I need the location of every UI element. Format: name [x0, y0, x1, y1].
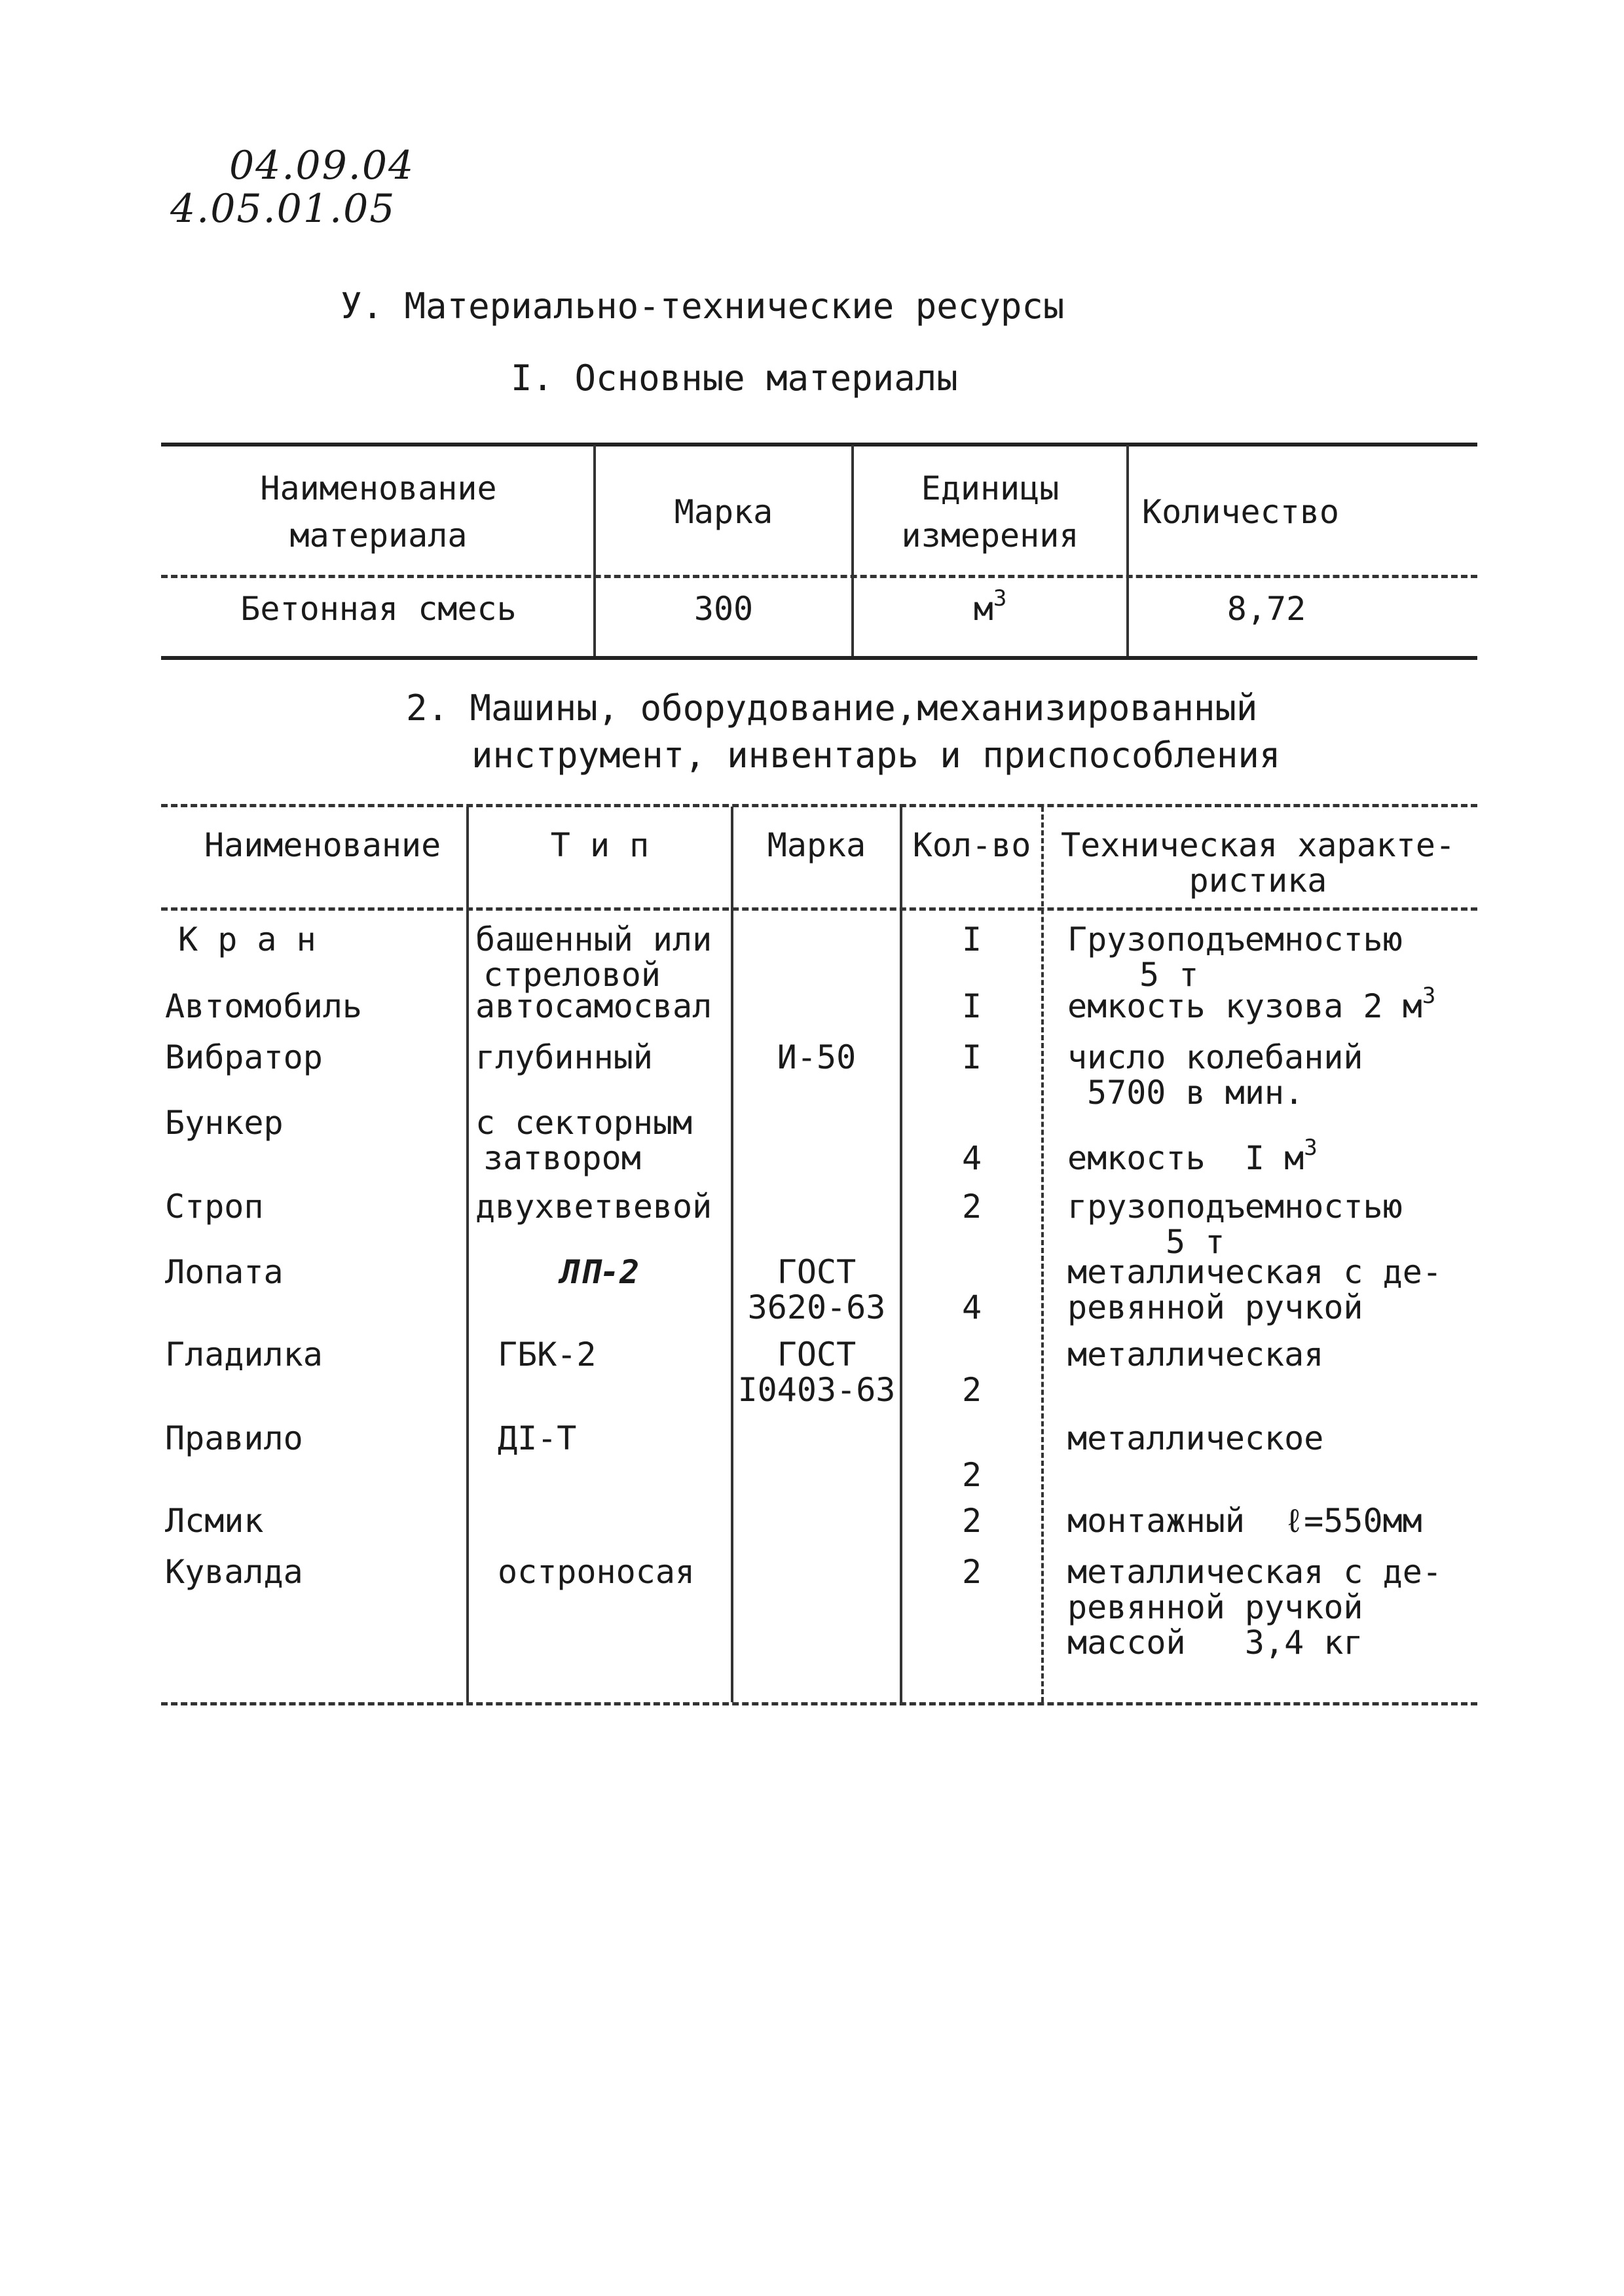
table-header-brand [596, 488, 851, 536]
cell-brand [733, 1254, 900, 1325]
cell-qty: 2 [961, 1502, 982, 1540]
cell-qty: I [961, 987, 982, 1025]
cell-qty: I [961, 920, 982, 958]
cell-spec [1067, 983, 1436, 1025]
cell-material-brand: 300 [693, 590, 754, 628]
cell-line: 3620-63 [747, 1288, 886, 1326]
cell-line: металлическая с де- [1067, 1553, 1442, 1591]
table-header-qty: Кол-во [912, 826, 1031, 864]
cell-line: I0403-63 [737, 1371, 896, 1409]
cell-line: ГОСТ [777, 1253, 857, 1291]
cell-line: ревянной ручкой [1067, 1588, 1363, 1626]
cell-line: с секторным [475, 1104, 693, 1142]
table-header-unit [854, 465, 1126, 559]
cell-spec: монтажный ℓ=550мм [1067, 1502, 1422, 1540]
table-header-type: Т и п [550, 826, 650, 864]
cell-qty: 2 [961, 1371, 982, 1409]
cell-qty: 2 [961, 1456, 982, 1494]
cell-type: двухветвевой [475, 1188, 712, 1226]
title-line: инструмент, инвентарь и приспособления [471, 735, 1281, 776]
cell-material-name: Бетонная смесь [240, 590, 517, 628]
table-rule [161, 804, 1477, 807]
cell-line: 5 т [1166, 1223, 1225, 1261]
cell-name: К р а н [178, 920, 316, 958]
subsection-title-materials: I. Основные материалы [511, 357, 958, 399]
cell-line: ревянной ручкой [1067, 1288, 1363, 1326]
table-header-qty [1129, 488, 1424, 536]
table-header-name: Наименование [204, 826, 441, 864]
header-line: измерения [901, 517, 1079, 555]
unit-superscript: 3 [993, 585, 1007, 611]
cell-type: глубинный [475, 1038, 653, 1076]
table-header-spec [1061, 828, 1455, 898]
table-rule [161, 443, 1477, 446]
cell-qty: I [961, 1038, 982, 1076]
cell-line: грузоподъемностью [1067, 1188, 1403, 1226]
cell-name: Строп [165, 1188, 264, 1226]
cell-type [475, 922, 712, 993]
subsection-title-machines [406, 685, 1280, 779]
document-codes [170, 144, 415, 230]
table-rule [161, 907, 1477, 911]
cell-qty: 4 [961, 1139, 982, 1177]
cell-type: остроносая [498, 1553, 695, 1591]
table-header-brand: Марка [767, 826, 866, 864]
cell-name: Лопата [165, 1253, 284, 1291]
column-divider [1041, 807, 1044, 1702]
cell-type [475, 1105, 692, 1176]
cell-line: число колебаний [1067, 1038, 1363, 1076]
cell-name: Лсмик [165, 1502, 264, 1540]
header-line: материала [289, 517, 468, 555]
cell-qty: 2 [961, 1553, 982, 1591]
header-line: Техническая характе- [1061, 826, 1456, 864]
cell-name: Вибратор [165, 1038, 323, 1076]
cell-spec: металлическая [1067, 1336, 1324, 1374]
section-title: У. Материально-технические ресурсы [341, 285, 1065, 327]
cell-line: емкость I м [1067, 1139, 1304, 1177]
cell-line: 5 т [1139, 956, 1199, 994]
title-line: 2. Машины, оборудование,механизированный [406, 687, 1258, 729]
cell-name: Бункер [165, 1104, 284, 1142]
cell-spec [1067, 922, 1403, 993]
unit-text: м [973, 590, 993, 628]
cell-brand [733, 1337, 900, 1408]
header-line: Количество [1142, 493, 1340, 531]
cell-type: автосамосвал [475, 987, 712, 1025]
header-line: ристика [1189, 862, 1327, 900]
cell-qty: 2 [961, 1188, 982, 1226]
cell-line: ГОСТ [777, 1336, 857, 1374]
cell-material-qty: 8,72 [1227, 590, 1306, 628]
code-line: 04.09.04 [229, 143, 415, 189]
header-line: Марка [674, 493, 773, 531]
cell-spec [1067, 1554, 1442, 1660]
table-header-name [164, 465, 593, 559]
cell-spec: металлическое [1067, 1419, 1324, 1457]
header-line: Единицы [921, 469, 1060, 507]
cell-type: ЛП-2 [560, 1253, 640, 1291]
cell-line: металлическая с де- [1067, 1253, 1442, 1291]
cell-spec [1067, 1189, 1403, 1260]
cell-line: массой 3,4 кг [1067, 1624, 1363, 1662]
cell-brand: И-50 [777, 1038, 857, 1076]
cell-qty: 4 [961, 1288, 982, 1326]
cell-name: Кувалда [165, 1553, 303, 1591]
cell-name: Автомобиль [165, 987, 363, 1025]
cell-spec [1067, 1254, 1442, 1325]
cell-type: ДI-Т [498, 1419, 577, 1457]
header-line: Наименование [260, 469, 497, 507]
cell-line: башенный или [475, 920, 712, 958]
table-rule [161, 1702, 1477, 1705]
cell-name: Правило [165, 1419, 303, 1457]
table-rule [161, 656, 1477, 660]
spec-superscript: 3 [1304, 1135, 1318, 1161]
cell-spec [1067, 1040, 1363, 1110]
cell-material-unit [854, 585, 1126, 632]
table-rule [161, 575, 1477, 578]
code-line: 4.05.01.05 [170, 186, 396, 232]
cell-line: Грузоподъемностью [1067, 920, 1403, 958]
cell-type: ГБК-2 [498, 1336, 597, 1374]
cell-line: стреловой [483, 956, 661, 994]
cell-line: затвором [483, 1139, 641, 1177]
cell-name: Гладилка [165, 1336, 323, 1374]
cell-line: емкость кузова 2 м [1067, 987, 1422, 1025]
spec-superscript: 3 [1422, 983, 1436, 1009]
cell-line: 5700 в мин. [1087, 1074, 1304, 1112]
cell-spec [1067, 1135, 1318, 1177]
